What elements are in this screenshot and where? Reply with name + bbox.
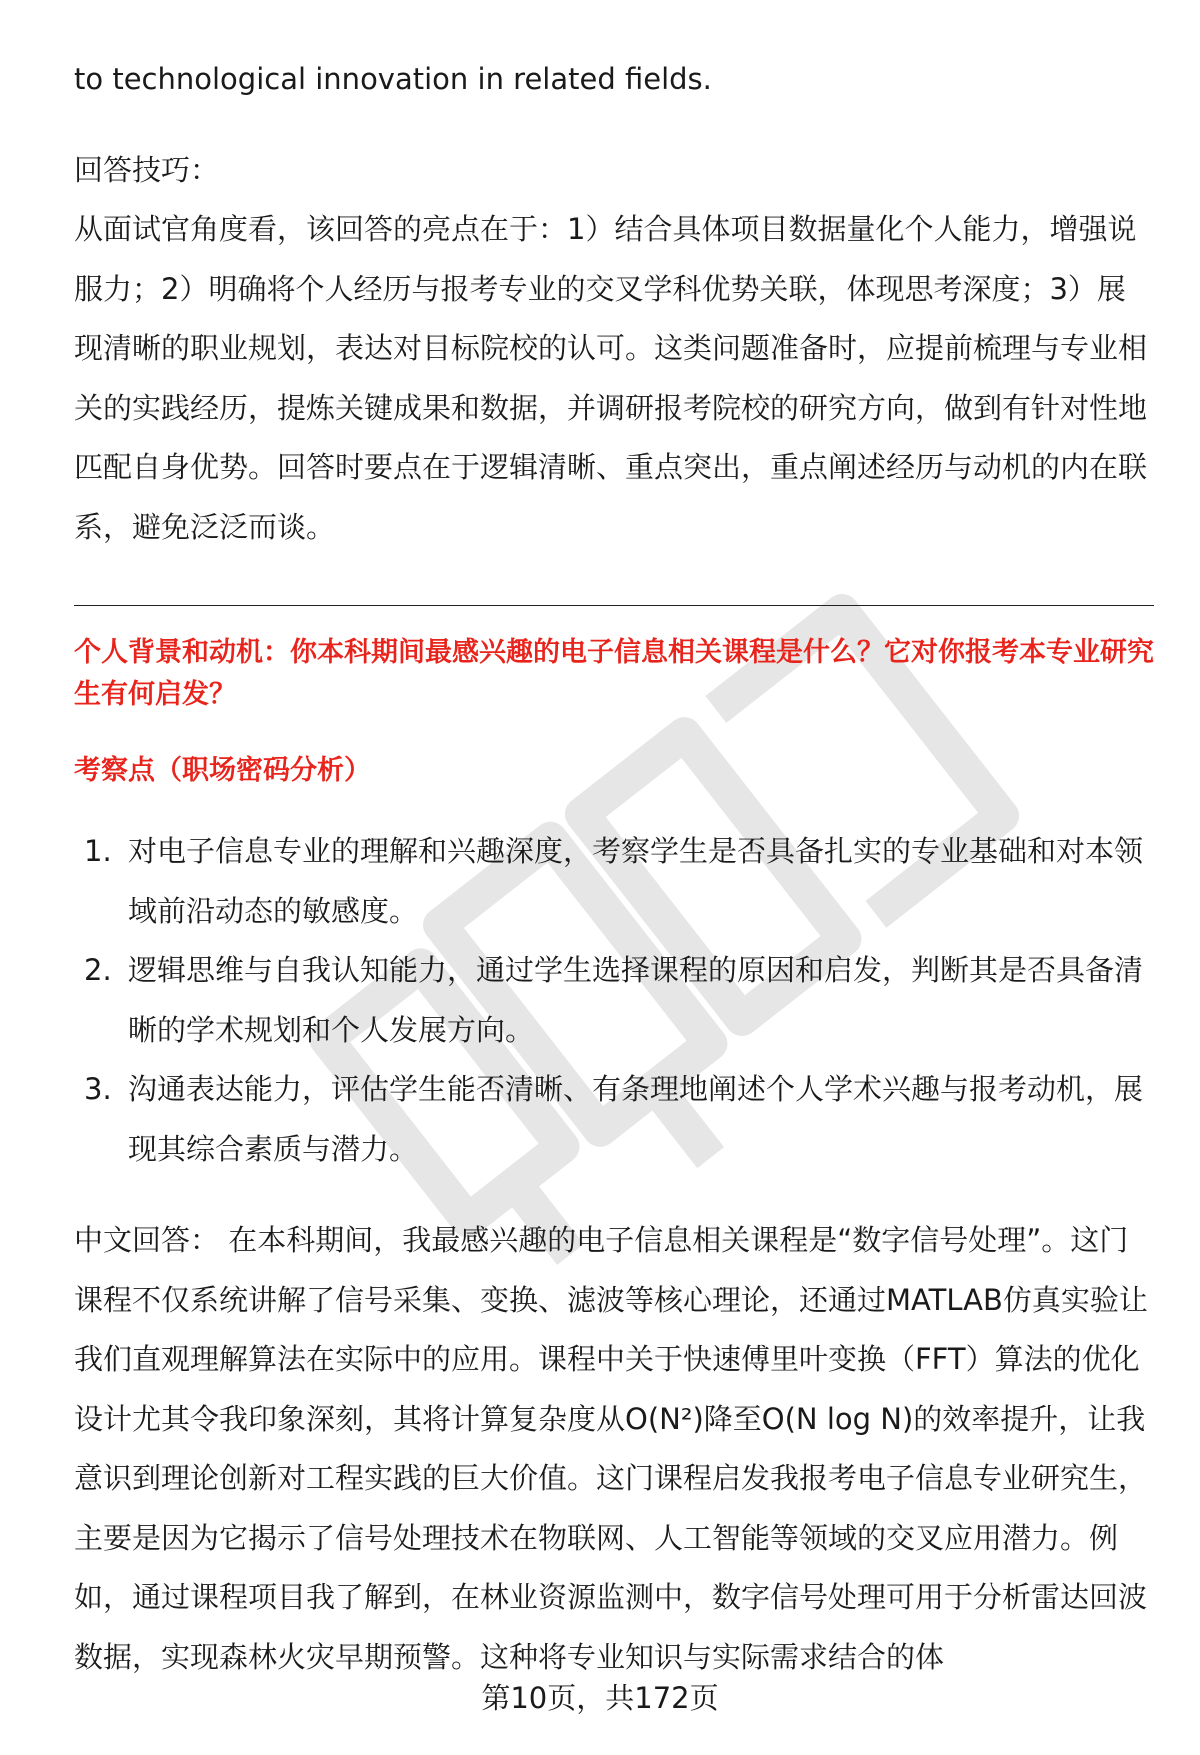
question-heading: 个人背景和动机：你本科期间最感兴趣的电子信息相关课程是什么？它对你报考本专业研究生有何启发？ [74,637,1154,710]
tips-body-text: 从面试官角度看，该回答的亮点在于：1）结合具体项目数据量化个人能力，增强说服力；2）明确将个人经历与报考专业的交叉学科优势关联，体现思考深度；3）展现清晰的职业规划，表达对目标院校的认可。这类问题准备时，应提前梳理与专业相关的实践经历，提炼关键成果和数据，并调研报考院校的研究方向，做到有针对性地匹配自身优势。回答时要点在于逻辑清晰、重点突出，重点阐述经历与动机的内在联系，避免泛泛而谈。 [74,212,1148,544]
tips-label: 回答技巧： [74,153,220,187]
page-footer: 第10页，共172页 [481,1681,719,1715]
list-item-text: 对电子信息专业的理解和兴趣深度，考察学生是否具备扎实的专业基础和对本领域前沿动态的敏感度。 [128,834,1144,928]
answer-text: 中文回答： 在本科期间，我最感兴趣的电子信息相关课程是“数字信号处理”。这门课程不仅系统讲解了信号采集、变换、滤波等核心理论，还通过MATLAB仿真实验让我们直观理解算法在实际中的应用。课程中关于快速傅里叶变换（FFT）算法的优化设计尤其令我印象深刻，其将计算复杂度从O(N²)降至O(N log N)的效率提升，让我意识到理论创新对工程实践的巨大价值。这门课程启发我报考电子信息专业研究生，主要是因为它揭示了信号处理技术在物联网、人工智能等领域的交叉应用潜力。例如，通过课程项目我了解到，在林业资源监测中，数字信号处理可用于分析雷达回波数据，实现森林火灾早期预警。这种将专业知识与实际需求结合的体 [74,1223,1148,1674]
list-item-text: 沟通表达能力，评估学生能否清晰、有条理地阐述个人学术兴趣与报考动机，展现其综合素质与潜力。 [128,1072,1144,1166]
section-divider [74,605,1154,606]
list-number: 2. [84,953,112,987]
focus-list-item [74,822,1154,941]
focus-list [74,822,1154,1179]
focus-heading: 考察点（职场密码分析） [74,755,371,786]
intro-continuation-text: to technological innovation in related fields. [74,62,712,96]
list-number: 1. [84,834,112,868]
list-item-text: 逻辑思维与自我认知能力，通过学生选择课程的原因和启发，判断其是否具备清晰的学术规划和个人发展方向。 [128,953,1144,1047]
list-number: 3. [84,1072,112,1106]
focus-list-item [74,941,1154,1060]
focus-list-item [74,1060,1154,1179]
